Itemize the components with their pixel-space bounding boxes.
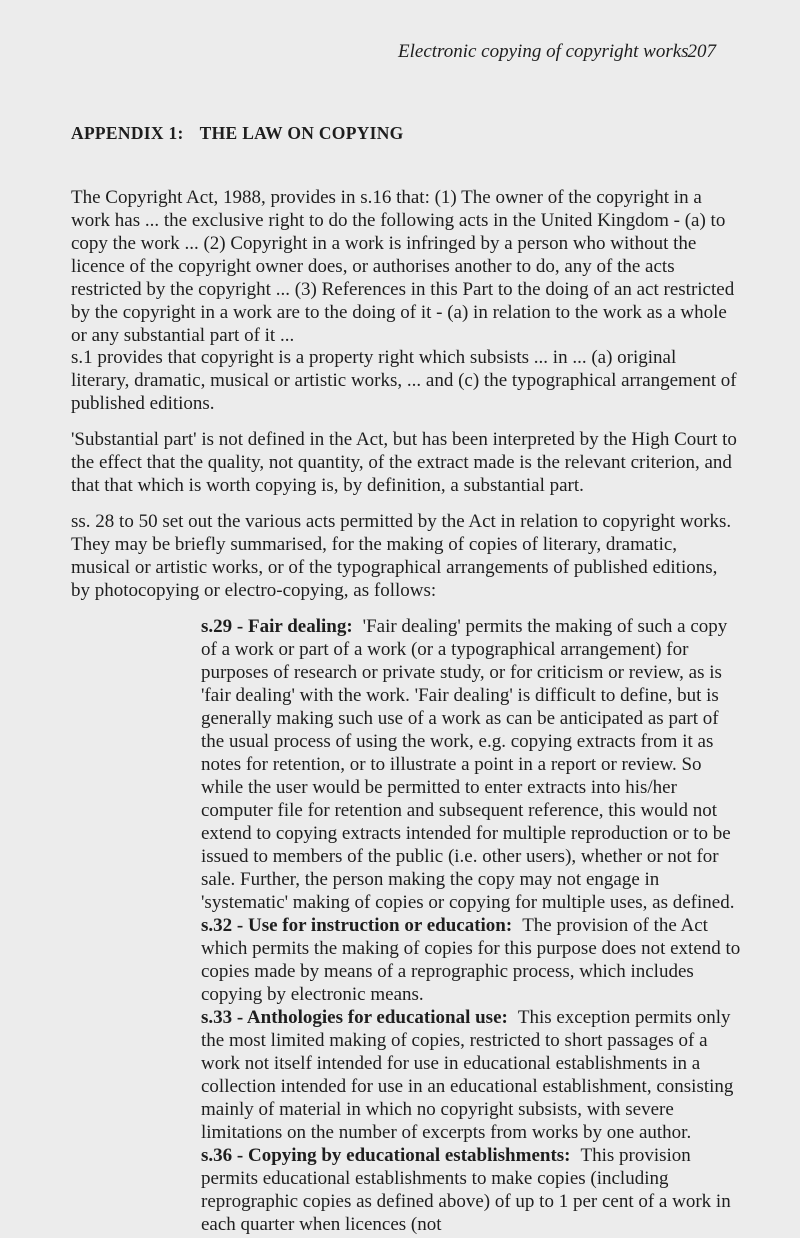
section-heading: s.33 - Anthologies for educational use: [201,1007,508,1028]
appendix-label: APPENDIX 1: [71,123,184,143]
section-anthologies [201,1006,741,1144]
section-text: 'Fair dealing' permits the making of such a copy of a work or part of a work (or a typographical arrangement) for purposes of research or private study, or for criticism or review, as is 'fair dealing' with the work. 'Fair dealing' is difficult to define, but is generally making such use of a work as can be anticipated as part of the usual process of using the work, e.g. copying extracts from it as notes for retention, or to illustrate a point in a report or review. So while the user would be permitted to enter extracts into his/her computer file for retention and subsequent reference, this would not extend to copying extracts intended for multiple reproduction or to be issued to members of the public (i.e. other users), whether or not for sale. Further, the person making the copy may not engage in 'systematic' making of copies or copying for multiple uses, as defined. [201,616,735,913]
running-head-title: Electronic copying of copyright works [398,41,689,62]
section-text: The provision of the Act which permits the making of copies for this purpose does not extend to copies made by means of a reprographic process, which includes copying by electronic means. [201,915,741,1005]
permitted-acts-list [201,615,741,1236]
section-heading: s.29 - Fair dealing: [201,616,353,637]
section-educational-establishments [201,1144,741,1236]
page-number: 207 [687,41,716,62]
paragraph-substantial-part: 'Substantial part' is not defined in the Act, but has been interpreted by the High Court to the effect that the quality, not quantity, of the extract made is the relevant criterion, and that that which is worth copying is, by definition, a substantial part. [71,429,737,496]
appendix-title: THE LAW ON COPYING [199,123,404,143]
section-text: This exception permits only the most limited making of copies, restricted to short passages of a work not itself intended for use in educational establishments in a collection intended for use in an educational establishment, consisting mainly of material in which no copyright subsists, with severe limitations on the number of excerpts from works by one author. [201,1007,734,1143]
section-heading: s.32 - Use for instruction or education: [201,915,513,936]
section-heading: s.36 - Copying by educational establishments: [201,1145,571,1166]
paragraph-copyright-act: The Copyright Act, 1988, provides in s.16 that: (1) The owner of the copyright in a work has ... the exclusive right to do the following acts in the United Kingdom - (a) to copy the work ... (2) Copyright in a work is infringed by a person who without the licence of the copyright owner does, or authorises another to do, any of the acts restricted by the copyright ... (3) References in this Part to the doing of an act restricted by the copyright in a work are to the doing of it - (a) in relation to the work as a whole or any substantial part of it ... [71,187,735,346]
section-text: This provision permits educational establishments to make copies (including reprographic copies as defined above) of up to 1 per cent of a work in each quarter when licences (not [201,1145,731,1235]
section-instruction-education [201,914,741,1006]
paragraph-permitted-acts: ss. 28 to 50 set out the various acts permitted by the Act in relation to copyright works. They may be briefly summarised, for the making of copies of literary, dramatic, musical or artistic works, or of the typographical arrangements of published editions, by photocopying or electro-copying, as follows: [71,511,732,601]
paragraph-property-right: s.1 provides that copyright is a property right which subsists ... in ... (a) original literary, dramatic, musical or artistic works, ... and (c) the typographical arrangement of published editions. [71,347,737,414]
section-fair-dealing [201,615,741,914]
appendix-heading [71,123,404,144]
